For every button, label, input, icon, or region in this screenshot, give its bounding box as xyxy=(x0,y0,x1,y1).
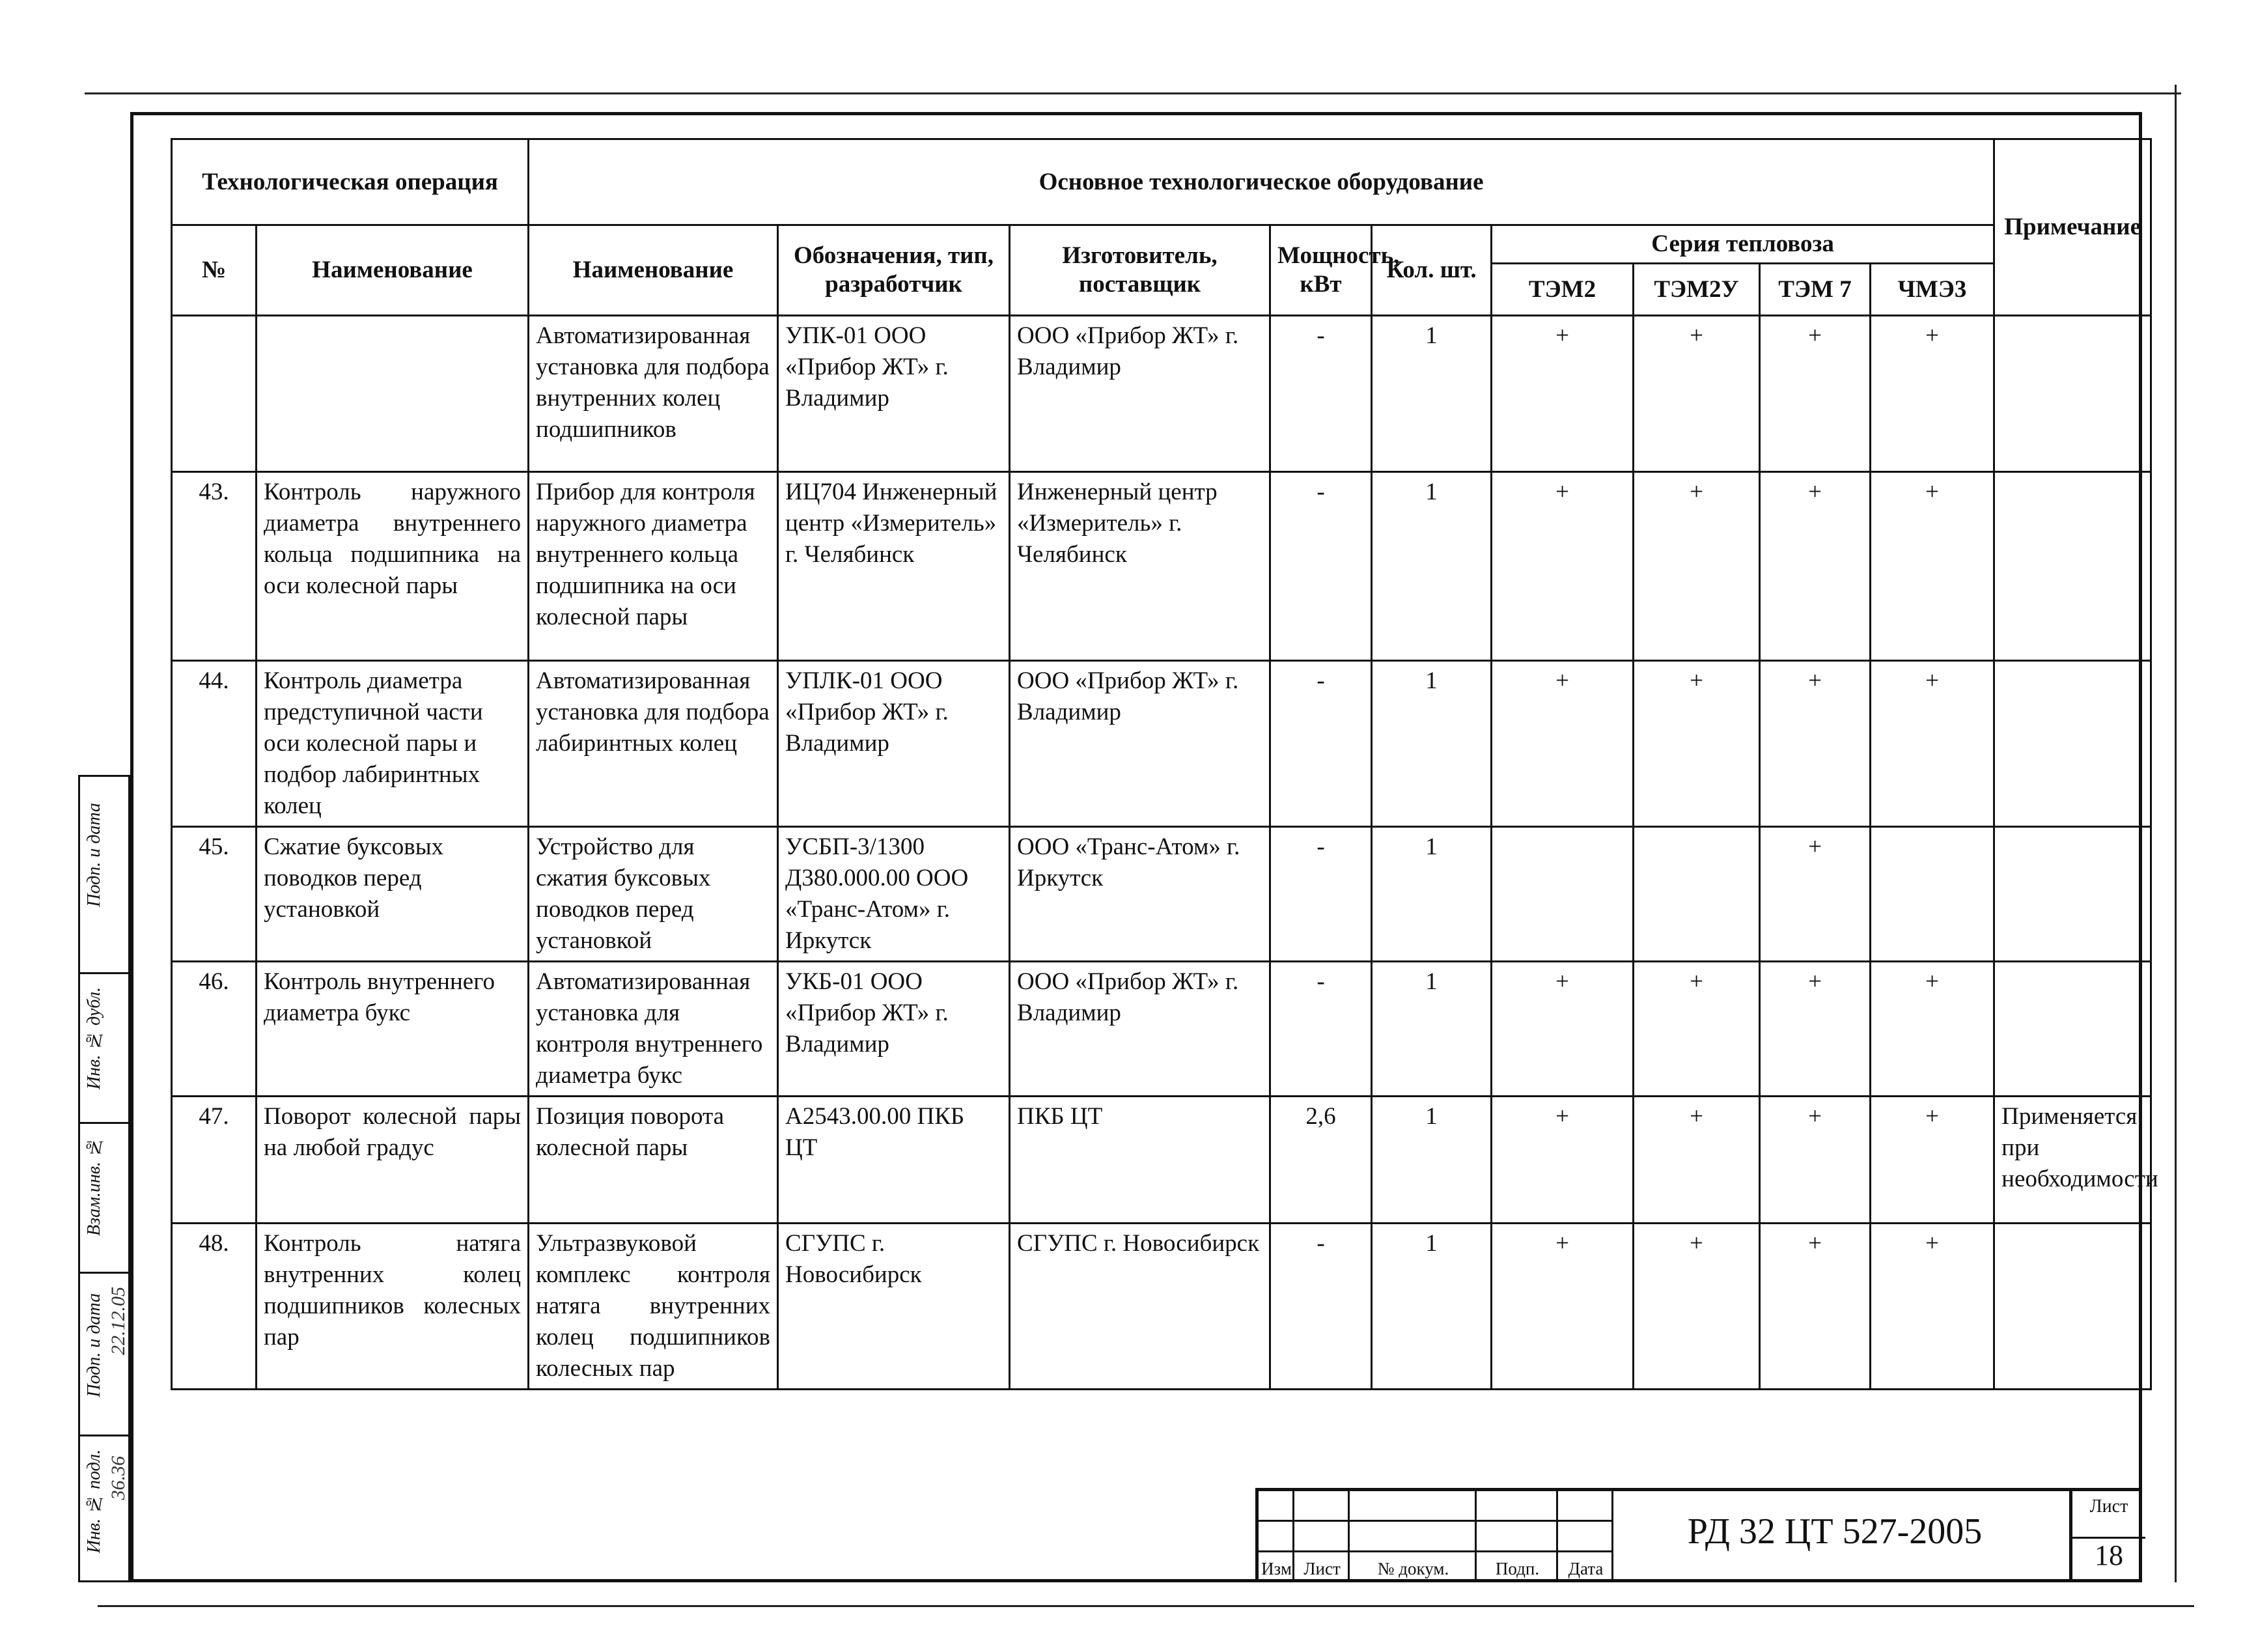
table-row xyxy=(172,827,2151,962)
row-eq: Автоматизированная установка для контроля внутреннего диаметра букс xyxy=(529,962,778,1097)
row-mfr: ООО «Транс-Атом» г. Иркутск xyxy=(1010,827,1270,962)
rev-cell xyxy=(1350,1522,1477,1552)
rev-cell xyxy=(1259,1522,1294,1552)
rev-cell xyxy=(1558,1552,1613,1582)
rev-cell xyxy=(1558,1522,1613,1552)
rev-cell xyxy=(1558,1491,1613,1522)
row-s3: + xyxy=(1760,1224,1871,1390)
side-label-dup-inv: Инв. № дубл. xyxy=(84,987,104,1090)
row-mfr: ПКБ ЦТ xyxy=(1010,1097,1270,1224)
side-stamp-cell xyxy=(80,972,128,1122)
row-des: А2543.00.00 ПКБ ЦТ xyxy=(778,1097,1010,1224)
rev-cell xyxy=(1294,1522,1350,1552)
header-op-name: Наименование xyxy=(257,225,529,316)
row-mfr: ООО «Прибор ЖТ» г. Владимир xyxy=(1010,316,1270,472)
row-num: 46. xyxy=(172,962,257,1097)
row-s4: + xyxy=(1871,472,1994,661)
label-izm: Изм xyxy=(1261,1559,1292,1578)
row-note xyxy=(1994,962,2151,1097)
row-s2: + xyxy=(1634,962,1760,1097)
row-s2 xyxy=(1634,827,1760,962)
row-qty: 1 xyxy=(1372,661,1492,827)
row-s3: + xyxy=(1760,1097,1871,1224)
row-power: 2,6 xyxy=(1270,1097,1372,1224)
row-power: - xyxy=(1270,1224,1372,1390)
row-num: 43. xyxy=(172,472,257,661)
row-s2: + xyxy=(1634,1097,1760,1224)
row-s3: + xyxy=(1760,316,1871,472)
sheet-label: Лист xyxy=(2089,1496,2128,1517)
table-row xyxy=(172,661,2151,827)
row-op: Сжатие буксовых поводков перед установкой xyxy=(257,827,529,962)
row-s1: + xyxy=(1492,661,1634,827)
handwritten-inv-number: 36.36 xyxy=(107,1456,129,1500)
row-des: УПЛК-01 ООО «Прибор ЖТ» г. Владимир xyxy=(778,661,1010,827)
row-mfr: СГУПС г. Новосибирск xyxy=(1010,1224,1270,1390)
sheet-box xyxy=(2069,1491,2145,1582)
row-note: Применяется при необходимости xyxy=(1994,1097,2151,1224)
row-eq: Ультразвуковой комплекс контроля натяга внутренних колец подшипников колесных пар xyxy=(529,1224,778,1390)
row-qty: 1 xyxy=(1372,316,1492,472)
header-power: Мощность, кВт xyxy=(1270,225,1372,316)
header-series-2: ТЭМ2У xyxy=(1634,264,1760,316)
header-tech-op: Технологическая операция xyxy=(172,139,529,225)
row-power: - xyxy=(1270,827,1372,962)
table-row xyxy=(172,1097,2151,1224)
handwritten-date: 22.12.05 xyxy=(107,1287,129,1355)
row-note xyxy=(1994,316,2151,472)
row-op: Поворот колесной пары на любой градус xyxy=(257,1097,529,1224)
rev-cell xyxy=(1477,1491,1558,1522)
row-s3: + xyxy=(1760,827,1871,962)
rev-cell xyxy=(1259,1552,1294,1582)
table-row xyxy=(172,316,2151,472)
row-num: 45. xyxy=(172,827,257,962)
row-op: Контроль натяга внутренних колец подшипников колесных пар xyxy=(257,1224,529,1390)
bottom-border-line xyxy=(98,1605,2194,1607)
row-qty: 1 xyxy=(1372,962,1492,1097)
row-s1: + xyxy=(1492,1224,1634,1390)
row-note xyxy=(1994,472,2151,661)
row-qty: 1 xyxy=(1372,472,1492,661)
row-power: - xyxy=(1270,661,1372,827)
rev-cell xyxy=(1477,1552,1558,1582)
header-eq-name: Наименование xyxy=(529,225,778,316)
label-doc-num: № докум. xyxy=(1377,1559,1449,1578)
header-note: Примечание xyxy=(1994,139,2151,316)
row-eq: Автоматизированная установка для подбора внутренних колец подшипников xyxy=(529,316,778,472)
row-s2: + xyxy=(1634,472,1760,661)
row-s2: + xyxy=(1634,316,1760,472)
row-eq: Устройство для сжатия буксовых поводков перед установкой xyxy=(529,827,778,962)
row-op: Контроль наружного диаметра внутреннего кольца подшипника на оси колесной пары xyxy=(257,472,529,661)
row-s4: + xyxy=(1871,1097,1994,1224)
row-power: - xyxy=(1270,472,1372,661)
row-power: - xyxy=(1270,316,1372,472)
table-row xyxy=(172,962,2151,1097)
side-label-sign-date-1: Подп. и дата xyxy=(84,803,104,907)
document-code: РД 32 ЦТ 527-2005 xyxy=(1687,1511,1983,1552)
row-s4: + xyxy=(1871,661,1994,827)
side-stamp-cell xyxy=(80,777,128,972)
header-equipment: Основное технологическое оборудование xyxy=(529,139,1994,225)
header-designation: Обозначения, тип, разработчик xyxy=(778,225,1010,316)
row-s1: + xyxy=(1492,472,1634,661)
row-mfr: ООО «Прибор ЖТ» г. Владимир xyxy=(1010,661,1270,827)
row-note xyxy=(1994,827,2151,962)
side-stamp-cell xyxy=(80,1122,128,1272)
row-s3: + xyxy=(1760,962,1871,1097)
row-num xyxy=(172,316,257,472)
table-row xyxy=(172,1224,2151,1390)
row-op xyxy=(257,316,529,472)
row-s1 xyxy=(1492,827,1634,962)
rev-cell xyxy=(1259,1491,1294,1522)
header-qty: Кол. шт. xyxy=(1372,225,1492,316)
row-s1: + xyxy=(1492,1097,1634,1224)
side-label-replace-inv: Взам.инв. № xyxy=(84,1137,104,1236)
header-manufacturer: Изготовитель, поставщик xyxy=(1010,225,1270,316)
header-num: № xyxy=(172,225,257,316)
row-num: 47. xyxy=(172,1097,257,1224)
side-stamp-cell xyxy=(80,1435,128,1580)
row-s1: + xyxy=(1492,962,1634,1097)
row-qty: 1 xyxy=(1372,1097,1492,1224)
rev-cell xyxy=(1350,1552,1477,1582)
row-num: 44. xyxy=(172,661,257,827)
rev-cell xyxy=(1477,1522,1558,1552)
row-s3: + xyxy=(1760,472,1871,661)
row-s4 xyxy=(1871,827,1994,962)
label-list: Лист xyxy=(1303,1559,1341,1578)
row-qty: 1 xyxy=(1372,827,1492,962)
row-des: УПК-01 ООО «Прибор ЖТ» г. Владимир xyxy=(778,316,1010,472)
rev-cell xyxy=(1350,1491,1477,1522)
top-border-line xyxy=(85,92,2181,94)
side-label-orig-inv: Инв. № подл. xyxy=(84,1449,104,1554)
sheet-number: 18 xyxy=(2072,1537,2145,1572)
row-power: - xyxy=(1270,962,1372,1097)
row-mfr: Инженерный центр «Измеритель» г. Челябинск xyxy=(1010,472,1270,661)
label-date: Дата xyxy=(1568,1559,1604,1578)
header-series-1: ТЭМ2 xyxy=(1492,264,1634,316)
row-s2: + xyxy=(1634,1224,1760,1390)
row-s2: + xyxy=(1634,661,1760,827)
row-s3: + xyxy=(1760,661,1871,827)
row-eq: Прибор для контроля наружного диаметра внутреннего кольца подшипника на оси колесной пары xyxy=(529,472,778,661)
label-signature: Подп. xyxy=(1495,1559,1540,1578)
title-block xyxy=(1255,1488,2142,1582)
header-series: Серия тепловоза xyxy=(1492,225,1994,264)
row-eq: Автоматизированная установка для подбора лабиринтных колец xyxy=(529,661,778,827)
row-s4: + xyxy=(1871,962,1994,1097)
row-qty: 1 xyxy=(1372,1224,1492,1390)
row-des: ИЦ704 Инженерный центр «Измеритель» г. Челябинск xyxy=(778,472,1010,661)
row-s4: + xyxy=(1871,1224,1994,1390)
equipment-table xyxy=(171,138,2158,1390)
rev-cell xyxy=(1294,1552,1350,1582)
header-series-4: ЧМЭ3 xyxy=(1871,264,1994,316)
row-note xyxy=(1994,661,2151,827)
row-s1: + xyxy=(1492,316,1634,472)
rev-cell xyxy=(1294,1491,1350,1522)
row-des: УСБП-3/1300 Д380.000.00 ООО «Транс-Атом» г. Иркутск xyxy=(778,827,1010,962)
table-row xyxy=(172,472,2151,661)
right-border-line xyxy=(2175,85,2177,1582)
side-stamp-cell xyxy=(80,1272,128,1435)
row-s4: + xyxy=(1871,316,1994,472)
row-mfr: ООО «Прибор ЖТ» г. Владимир xyxy=(1010,962,1270,1097)
row-op: Контроль диаметра предступичной части оси колесной пары и подбор лабиринтных колец xyxy=(257,661,529,827)
side-label-sign-date-2: Подп. и дата xyxy=(84,1293,104,1397)
row-des: СГУПС г. Новосибирск xyxy=(778,1224,1010,1390)
row-num: 48. xyxy=(172,1224,257,1390)
row-des: УКБ-01 ООО «Прибор ЖТ» г. Владимир xyxy=(778,962,1010,1097)
header-series-3: ТЭМ 7 xyxy=(1760,264,1871,316)
row-op: Контроль внутреннего диаметра букс xyxy=(257,962,529,1097)
row-eq: Позиция поворота колесной пары xyxy=(529,1097,778,1224)
row-note xyxy=(1994,1224,2151,1390)
side-stamp xyxy=(78,775,130,1582)
